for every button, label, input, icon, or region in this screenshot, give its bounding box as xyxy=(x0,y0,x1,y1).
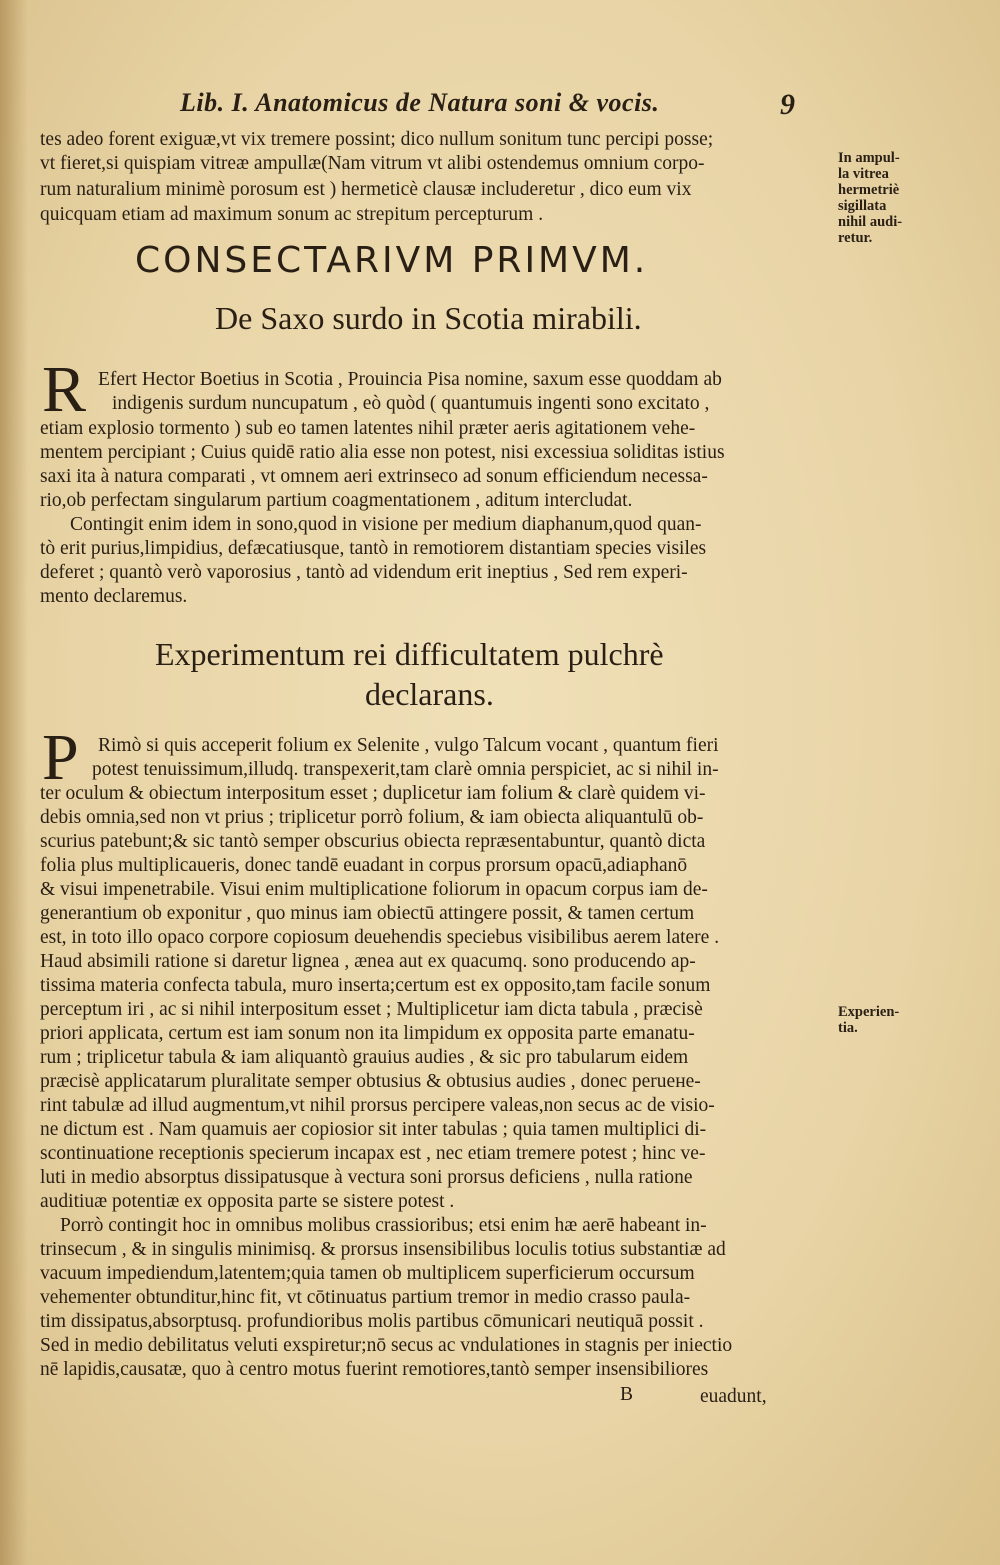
margin-line: hermetriè xyxy=(838,182,900,198)
margin-line: retur. xyxy=(838,230,873,246)
page-gutter-shadow xyxy=(0,0,28,1565)
margin-note-experientia xyxy=(838,1004,958,1036)
text-line: mento declaremus. xyxy=(40,586,188,607)
text-line: præcisè applicatarum pluralitate semper obtusius & obtusius audies , donec perueне- xyxy=(40,1071,701,1092)
text-line: perceptum iri , ac si nihil interpositum esset ; Multiplicetur iam dicta tabula , præcisè xyxy=(40,999,703,1020)
text-line: est, in toto illo opaco corpore copiosum deuehendis speciebus visibilibus aerem latere . xyxy=(40,927,720,948)
heading-experimentum: Experimentum rei difficultatem pulchrè xyxy=(155,636,664,672)
text-line: rint tabulæ ad illud augmentum,vt nihil prorsus percipere valeas,non secus ac de visio- xyxy=(40,1095,715,1116)
text-line: scontinuatione receptionis specierum incapax est , nec etiam tremere potest ; hinc ve- xyxy=(40,1143,706,1164)
text-line: priori applicata, certum est iam sonum non ita limpidum ex opposita parte emanatu- xyxy=(40,1023,695,1044)
text-line: nē lapidis,causatæ, quo à centro motus fuerint remotiores,tantò semper insensibiliores xyxy=(40,1359,709,1380)
margin-line: tia. xyxy=(838,1020,858,1036)
margin-note-ampulla xyxy=(838,150,958,246)
text-line: etiam explosio tormento ) sub eo tamen latentes nihil præter aeris agitationem vehe- xyxy=(40,418,696,439)
text-line: ter oculum & obiectum interpositum esset ; duplicetur iam folium & clarè quidem vi- xyxy=(40,783,706,804)
text-line: Haud absimili ratione si daretur lignea , ænea aut ex quacumq. sono producendo ap- xyxy=(40,951,696,972)
text-line: Porrò contingit hoc in omnibus molibus crassioribus; etsi enim hæ aerē habeant in- xyxy=(60,1215,707,1236)
text-line: mentem percipiant ; Cuius quidē ratio alia esse non potest, nisi excessiua soliditas istius xyxy=(40,442,725,463)
text-line: vehementer obtunditur,hinc fit, vt cōtinuatus partium tremor in medio crasso paula- xyxy=(40,1287,691,1308)
text-line: ne dictum est . Nam quamuis aer copiosior sit inter tabulas ; quia tamen multiplici di- xyxy=(40,1119,707,1140)
text-line: Sed in medio debilitatus veluti exspiretur;nō secus ac vndulationes in stagnis per iniectio xyxy=(40,1335,733,1356)
text-line: scurius patebunt;& sic tantò semper obscurius obiecta repræsentabuntur, quantò dicta xyxy=(40,831,706,852)
text-line: rio,ob perfectam singularum partium coagmentationem , aditum intercludat. xyxy=(40,490,633,511)
text-line: deferet ; quantò verò vaporosius , tantò ad videndum erit ineptius , Sed rem experi- xyxy=(40,562,688,583)
text-line: tes adeo forent exiguæ,vt vix tremere possint; dico nullum sonitum tunc percipi posse; xyxy=(40,129,714,150)
text-line: rum ; triplicetur tabula & iam aliquantò grauius audies , & sic pro tabularum eidem xyxy=(40,1047,689,1068)
text-line: luti in medio absorptus dissipatusque à vectura soni prorsus deficiens , nulla ratione xyxy=(40,1167,693,1188)
signature-mark: B xyxy=(620,1384,634,1405)
margin-line: Experien- xyxy=(838,1004,900,1020)
drop-cap-r: R xyxy=(42,353,87,426)
running-header xyxy=(180,88,820,121)
heading-consectarium: CONSECTARIVM PRIMVM. xyxy=(135,240,649,281)
margin-line: sigillata xyxy=(838,198,887,214)
text-line: tissima materia confecta tabula, muro inserta;certum est ex opposito,tam facile sonum xyxy=(40,975,711,996)
heading-saxo-surdo: De Saxo surdo in Scotia mirabili. xyxy=(215,300,642,336)
text-line: folia plus multiplicaueris, donec tandē euadant in corpus prorsum opacū,adiaphanō xyxy=(40,855,688,876)
text-line: & visui impenetrabile. Visui enim multiplicatione foliorum in opacum corpus iam de- xyxy=(40,879,708,900)
text-line: auditiuæ potentiæ ex opposita parte se sistere potest . xyxy=(40,1191,455,1212)
page-number: 9 xyxy=(780,88,796,121)
text-line: tim dissipatus,absorptusq. profundioribus molis partibus cōmunicari neutiquā possit . xyxy=(40,1311,704,1332)
drop-cap-p: P xyxy=(42,721,79,794)
running-title: Lib. I. Anatomicus de Natura soni & vocis. xyxy=(180,88,660,117)
text-line: trinsecum , & in singulis minimisq. & prorsus insensibilibus loculis totius substantiæ ad xyxy=(40,1239,726,1260)
text-line: vt fieret,si quispiam vitreæ ampullæ(Nam vitrum vt alibi ostendemus omnium corpo- xyxy=(40,153,705,174)
text-line: vacuum impediendum,latentem;quia tamen ob multiplicem superficierum occursum xyxy=(40,1263,695,1284)
text-line: tò erit purius,limpidius, defæcatiusque, tantò in remotiorem distantiam species visiles xyxy=(40,538,707,559)
margin-line: nihil audi- xyxy=(838,214,903,230)
text-line: Rimò si quis acceperit folium ex Selenite , vulgo Talcum vocant , quantum fieri xyxy=(98,735,719,756)
text-line: potest tenuissimum,illudq. transpexerit,tam clarè omnia perspiciet, ac si nihil in- xyxy=(92,759,719,780)
text-line: generantium ob exponitur , quo minus iam obiectū attingere possit, & tamen certum xyxy=(40,903,695,924)
heading-experimentum-cont: declarans. xyxy=(365,676,494,712)
text-line: Efert Hector Boetius in Scotia , Prouincia Pisa nomine, saxum esse quoddam ab xyxy=(98,369,722,390)
margin-line: In ampul- xyxy=(838,150,900,166)
text-line: debis omnia,sed non vt prius ; triplicetur porrò folium, & iam obiecta aliquantulū ob- xyxy=(40,807,704,828)
text-line: quicquam etiam ad maximum sonum ac strepitum percepturum . xyxy=(40,204,544,225)
margin-line: la vitrea xyxy=(838,166,889,182)
text-line: saxi ita à natura comparati , vt omnem aeri extrinseco ad sonum efficiendum necessa- xyxy=(40,466,708,487)
text-line: Contingit enim idem in sono,quod in visione per medium diaphanum,quod quan- xyxy=(70,514,702,535)
text-line: indigenis surdum nuncupatum , eò quòd ( quantumuis ingenti sono excitato , xyxy=(112,393,710,414)
text-line: rum naturalium minimè porosum est ) hermeticè clausæ includeretur , dico eum vix xyxy=(40,179,692,200)
catchword: euadunt, xyxy=(700,1386,767,1407)
